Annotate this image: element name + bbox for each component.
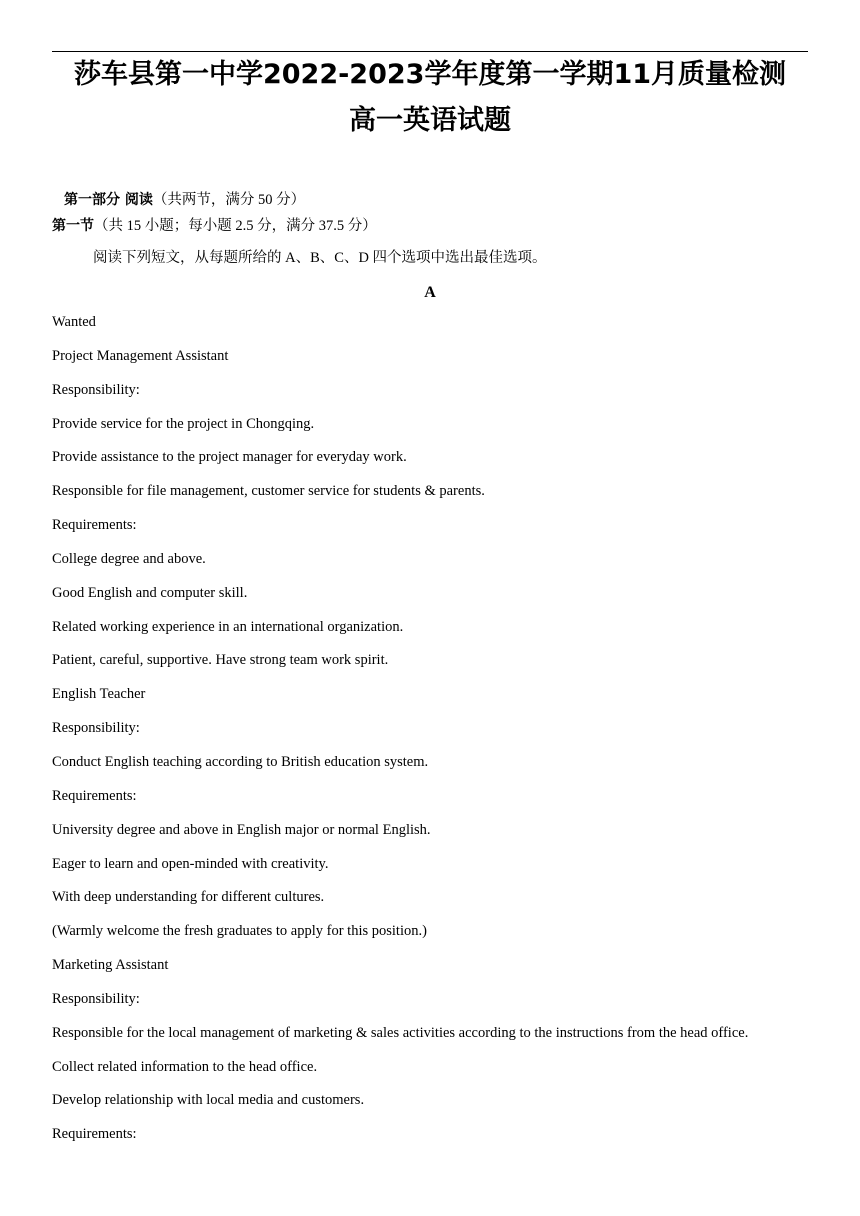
exam-title: 莎车县第一中学2022-2023学年度第一学期11月质量检测 xyxy=(73,59,787,90)
passage-line: Requirements: xyxy=(52,1126,137,1143)
passage-line: Project Management Assistant xyxy=(52,347,229,364)
part-label: 第一部分 阅读 xyxy=(64,192,153,208)
passage-line: Provide assistance to the project manager for everyday work. xyxy=(52,449,407,466)
passage-line: With deep understanding for different cultures. xyxy=(52,889,325,906)
passage-line: (Warmly welcome the fresh graduates to apply for this position.) xyxy=(52,923,427,940)
passage-line: Responsibility: xyxy=(52,990,140,1007)
passage-line: Eager to learn and open-minded with creativity. xyxy=(52,855,329,872)
passage-line: Patient, careful, supportive. Have strong team work spirit. xyxy=(52,652,389,669)
passage-line: Good English and computer skill. xyxy=(52,584,248,601)
passage-line: Wanted xyxy=(52,314,96,330)
section-note: （共 15 小题；每小题 2.5 分，满分 37.5 分） xyxy=(94,218,377,234)
passage-line: Develop relationship with local media and customers. xyxy=(52,1092,365,1109)
passage-line: English Teacher xyxy=(52,686,146,703)
directions-text: 阅读下列短文，从每题所给的 A、B、C、D 四个选项中选出最佳选项。 xyxy=(93,250,547,266)
section-heading xyxy=(52,216,377,236)
passage-line: Collect related information to the head office. xyxy=(52,1058,318,1075)
part-note: （共两节，满分 50 分） xyxy=(152,192,306,208)
passage-line: Responsible for file management, customer service for students & parents. xyxy=(52,483,485,500)
exam-subtitle: 高一英语试题 xyxy=(349,105,511,136)
passage-line: Conduct English teaching according to British education system. xyxy=(52,753,429,770)
section-label: 第一节 xyxy=(52,218,94,234)
passage-line: Responsibility: xyxy=(52,720,140,737)
passage-line: Provide service for the project in Chongqing. xyxy=(52,415,315,432)
part-heading xyxy=(64,190,305,210)
passage-line: Responsibility: xyxy=(52,381,140,398)
passage-line: Related working experience in an international organization. xyxy=(52,618,404,635)
passage-line: Marketing Assistant xyxy=(52,957,169,974)
passage-line: Requirements: xyxy=(52,787,137,804)
header-rule xyxy=(52,51,808,52)
passage-line: Requirements: xyxy=(52,517,137,534)
passage-label: A xyxy=(424,284,436,301)
passage-line: Responsible for the local management of marketing & sales activities according to the instructions from the head office. xyxy=(52,1024,749,1041)
passage-line: College degree and above. xyxy=(52,550,206,567)
passage-body xyxy=(52,312,842,1158)
passage-line: University degree and above in English major or normal English. xyxy=(52,821,431,838)
